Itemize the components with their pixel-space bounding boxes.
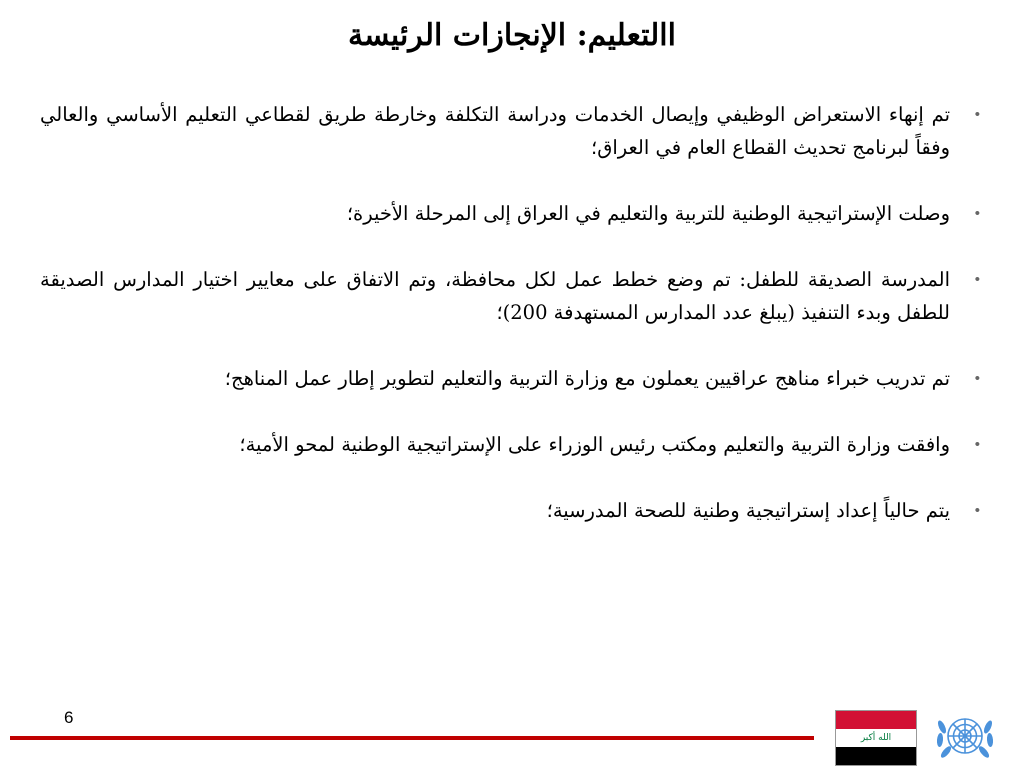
bullet-dot-icon: • — [974, 205, 980, 222]
iraq-flag-icon — [835, 710, 917, 766]
bullet-text-3: المدرسة الصديقة للطفل: تم وضع خطط عمل لكل محافظة، وتم الاتفاق على معايير اختيار المدارس الصديقة للطفل وبدء التنفيذ (يبلغ عدد المدارس المستهدفة 200)؛ — [40, 268, 950, 324]
bullet-text-2: وصلت الإستراتيجية الوطنية للتربية والتعليم في العراق إلى المرحلة الأخيرة؛ — [346, 202, 950, 225]
flag-black-band — [836, 747, 916, 765]
flag-red-band — [836, 711, 916, 729]
page-number: 6 — [64, 708, 74, 727]
flag-white-band — [836, 729, 916, 747]
bullet-item-4 — [40, 362, 980, 395]
bullet-dot-icon: • — [974, 271, 980, 288]
bullet-text-4: تم تدريب خبراء مناهج عراقيين يعملون مع وزارة التربية والتعليم لتطوير إطار عمل المناهج؛ — [224, 367, 950, 390]
un-emblem-icon — [932, 707, 998, 769]
bullet-dot-icon: • — [974, 106, 980, 123]
bullet-dot-icon: • — [974, 436, 980, 453]
footer-divider — [10, 736, 814, 740]
bullet-item-5 — [40, 428, 980, 461]
bullet-dot-icon: • — [974, 502, 980, 519]
bullet-text-6: يتم حالياً إعداد إستراتيجية وطنية للصحة المدرسية؛ — [546, 499, 950, 522]
bullet-dot-icon: • — [974, 370, 980, 387]
flag-inscription: الله أكبر — [860, 733, 892, 743]
bullet-text-5: وافقت وزارة التربية والتعليم ومكتب رئيس الوزراء على الإستراتيجية الوطنية لمحو الأمية؛ — [239, 433, 950, 456]
bullet-item-2 — [40, 197, 980, 230]
bullet-item-6 — [40, 494, 980, 527]
bullet-item-1 — [40, 98, 980, 164]
page-title: االتعليم: الإنجازات الرئيسة — [348, 18, 676, 53]
bullet-item-3 — [40, 263, 980, 329]
bullet-list — [40, 98, 980, 527]
bullet-text-1: تم إنهاء الاستعراض الوظيفي وإيصال الخدمات ودراسة التكلفة وخارطة طريق لقطاعي التعليم الأساسي والعالي وفقاً لبرنامج تحديث القطاع العام في العراق؛ — [40, 103, 950, 159]
